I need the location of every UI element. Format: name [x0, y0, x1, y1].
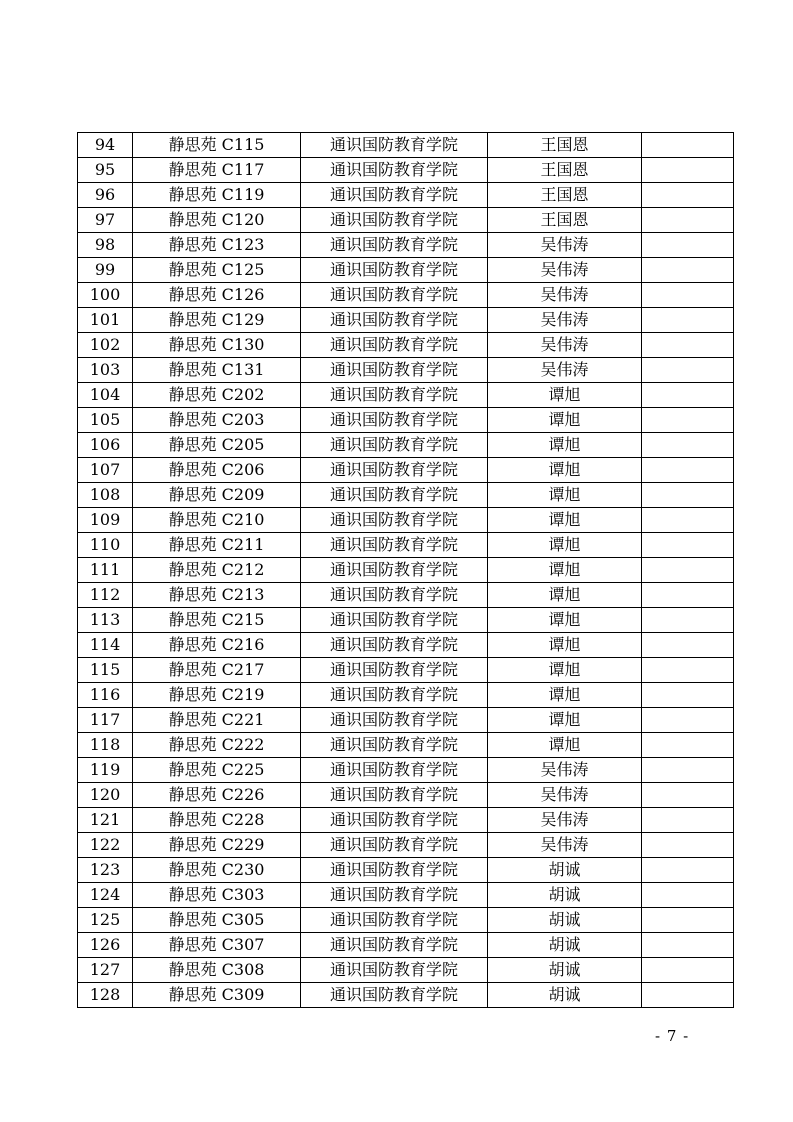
row-number-cell: 124 — [78, 883, 133, 908]
row-number-cell: 94 — [78, 133, 133, 158]
note-cell — [642, 508, 734, 533]
note-cell — [642, 408, 734, 433]
room-cell: 静思苑 C203 — [133, 408, 301, 433]
room-cell: 静思苑 C213 — [133, 583, 301, 608]
person-cell: 谭旭 — [488, 433, 642, 458]
note-cell — [642, 308, 734, 333]
table-row — [78, 783, 734, 808]
table-row — [78, 308, 734, 333]
room-cell: 静思苑 C119 — [133, 183, 301, 208]
row-number-cell: 98 — [78, 233, 133, 258]
note-cell — [642, 833, 734, 858]
note-cell — [642, 283, 734, 308]
table-row — [78, 183, 734, 208]
note-cell — [642, 233, 734, 258]
table-row — [78, 408, 734, 433]
note-cell — [642, 583, 734, 608]
room-cell: 静思苑 C130 — [133, 333, 301, 358]
person-cell: 胡诚 — [488, 858, 642, 883]
row-number-cell: 104 — [78, 383, 133, 408]
note-cell — [642, 183, 734, 208]
row-number-cell: 105 — [78, 408, 133, 433]
table-row — [78, 483, 734, 508]
table-row — [78, 708, 734, 733]
row-number-cell: 112 — [78, 583, 133, 608]
room-cell: 静思苑 C211 — [133, 533, 301, 558]
college-cell: 通识国防教育学院 — [301, 508, 488, 533]
person-cell: 王国恩 — [488, 158, 642, 183]
table-row — [78, 683, 734, 708]
note-cell — [642, 883, 734, 908]
note-cell — [642, 983, 734, 1008]
room-cell: 静思苑 C205 — [133, 433, 301, 458]
room-cell: 静思苑 C228 — [133, 808, 301, 833]
college-cell: 通识国防教育学院 — [301, 408, 488, 433]
college-cell: 通识国防教育学院 — [301, 358, 488, 383]
person-cell: 谭旭 — [488, 458, 642, 483]
person-cell: 谭旭 — [488, 733, 642, 758]
room-cell: 静思苑 C221 — [133, 708, 301, 733]
row-number-cell: 121 — [78, 808, 133, 833]
person-cell: 谭旭 — [488, 383, 642, 408]
table-row — [78, 908, 734, 933]
row-number-cell: 125 — [78, 908, 133, 933]
college-cell: 通识国防教育学院 — [301, 483, 488, 508]
college-cell: 通识国防教育学院 — [301, 783, 488, 808]
person-cell: 王国恩 — [488, 208, 642, 233]
college-cell: 通识国防教育学院 — [301, 308, 488, 333]
row-number-cell: 95 — [78, 158, 133, 183]
row-number-cell: 119 — [78, 758, 133, 783]
room-cell: 静思苑 C226 — [133, 783, 301, 808]
row-number-cell: 102 — [78, 333, 133, 358]
note-cell — [642, 608, 734, 633]
table-row — [78, 933, 734, 958]
page-number: - 7 - — [655, 1027, 690, 1045]
row-number-cell: 100 — [78, 283, 133, 308]
room-cell: 静思苑 C209 — [133, 483, 301, 508]
college-cell: 通识国防教育学院 — [301, 608, 488, 633]
college-cell: 通识国防教育学院 — [301, 258, 488, 283]
row-number-cell: 122 — [78, 833, 133, 858]
note-cell — [642, 258, 734, 283]
room-cell: 静思苑 C230 — [133, 858, 301, 883]
person-cell: 谭旭 — [488, 683, 642, 708]
college-cell: 通识国防教育学院 — [301, 283, 488, 308]
row-number-cell: 114 — [78, 633, 133, 658]
college-cell: 通识国防教育学院 — [301, 758, 488, 783]
row-number-cell: 107 — [78, 458, 133, 483]
college-cell: 通识国防教育学院 — [301, 683, 488, 708]
person-cell: 谭旭 — [488, 508, 642, 533]
room-cell: 静思苑 C225 — [133, 758, 301, 783]
person-cell: 谭旭 — [488, 483, 642, 508]
room-cell: 静思苑 C229 — [133, 833, 301, 858]
college-cell: 通识国防教育学院 — [301, 833, 488, 858]
college-cell: 通识国防教育学院 — [301, 558, 488, 583]
note-cell — [642, 358, 734, 383]
college-cell: 通识国防教育学院 — [301, 233, 488, 258]
row-number-cell: 101 — [78, 308, 133, 333]
college-cell: 通识国防教育学院 — [301, 983, 488, 1008]
person-cell: 胡诚 — [488, 933, 642, 958]
table-row — [78, 558, 734, 583]
row-number-cell: 127 — [78, 958, 133, 983]
room-cell: 静思苑 C206 — [133, 458, 301, 483]
person-cell: 胡诚 — [488, 983, 642, 1008]
note-cell — [642, 458, 734, 483]
row-number-cell: 108 — [78, 483, 133, 508]
college-cell: 通识国防教育学院 — [301, 183, 488, 208]
table-row — [78, 283, 734, 308]
note-cell — [642, 958, 734, 983]
room-cell: 静思苑 C131 — [133, 358, 301, 383]
person-cell: 吴伟涛 — [488, 783, 642, 808]
table-row — [78, 633, 734, 658]
note-cell — [642, 708, 734, 733]
table-row — [78, 758, 734, 783]
room-cell: 静思苑 C217 — [133, 658, 301, 683]
row-number-cell: 110 — [78, 533, 133, 558]
table-row — [78, 658, 734, 683]
person-cell: 谭旭 — [488, 408, 642, 433]
room-cell: 静思苑 C307 — [133, 933, 301, 958]
room-cell: 静思苑 C210 — [133, 508, 301, 533]
table-row — [78, 383, 734, 408]
person-cell: 吴伟涛 — [488, 258, 642, 283]
table-row — [78, 358, 734, 383]
person-cell: 王国恩 — [488, 183, 642, 208]
room-cell: 静思苑 C125 — [133, 258, 301, 283]
room-cell: 静思苑 C308 — [133, 958, 301, 983]
note-cell — [642, 808, 734, 833]
row-number-cell: 118 — [78, 733, 133, 758]
row-number-cell: 111 — [78, 558, 133, 583]
note-cell — [642, 383, 734, 408]
person-cell: 胡诚 — [488, 883, 642, 908]
note-cell — [642, 333, 734, 358]
row-number-cell: 123 — [78, 858, 133, 883]
college-cell: 通识国防教育学院 — [301, 208, 488, 233]
row-number-cell: 126 — [78, 933, 133, 958]
room-cell: 静思苑 C305 — [133, 908, 301, 933]
table-row — [78, 233, 734, 258]
college-cell: 通识国防教育学院 — [301, 158, 488, 183]
person-cell: 谭旭 — [488, 708, 642, 733]
college-cell: 通识国防教育学院 — [301, 333, 488, 358]
room-cell: 静思苑 C202 — [133, 383, 301, 408]
note-cell — [642, 783, 734, 808]
note-cell — [642, 683, 734, 708]
table-row — [78, 133, 734, 158]
row-number-cell: 103 — [78, 358, 133, 383]
table-row — [78, 983, 734, 1008]
room-cell: 静思苑 C215 — [133, 608, 301, 633]
room-cell: 静思苑 C309 — [133, 983, 301, 1008]
room-cell: 静思苑 C126 — [133, 283, 301, 308]
college-cell: 通识国防教育学院 — [301, 433, 488, 458]
table-row — [78, 733, 734, 758]
table-row — [78, 333, 734, 358]
table-row — [78, 208, 734, 233]
college-cell: 通识国防教育学院 — [301, 933, 488, 958]
row-number-cell: 97 — [78, 208, 133, 233]
note-cell — [642, 558, 734, 583]
person-cell: 谭旭 — [488, 608, 642, 633]
person-cell: 谭旭 — [488, 583, 642, 608]
row-number-cell: 99 — [78, 258, 133, 283]
person-cell: 吴伟涛 — [488, 283, 642, 308]
college-cell: 通识国防教育学院 — [301, 533, 488, 558]
row-number-cell: 115 — [78, 658, 133, 683]
table-row — [78, 508, 734, 533]
table-row — [78, 258, 734, 283]
room-cell: 静思苑 C123 — [133, 233, 301, 258]
table-row — [78, 158, 734, 183]
note-cell — [642, 483, 734, 508]
row-number-cell: 109 — [78, 508, 133, 533]
person-cell: 谭旭 — [488, 558, 642, 583]
note-cell — [642, 208, 734, 233]
college-cell: 通识国防教育学院 — [301, 133, 488, 158]
table-row — [78, 958, 734, 983]
person-cell: 王国恩 — [488, 133, 642, 158]
row-number-cell: 116 — [78, 683, 133, 708]
row-number-cell: 120 — [78, 783, 133, 808]
table-row — [78, 858, 734, 883]
room-cell: 静思苑 C129 — [133, 308, 301, 333]
room-cell: 静思苑 C216 — [133, 633, 301, 658]
note-cell — [642, 633, 734, 658]
note-cell — [642, 758, 734, 783]
college-cell: 通识国防教育学院 — [301, 733, 488, 758]
room-cell: 静思苑 C115 — [133, 133, 301, 158]
table-row — [78, 808, 734, 833]
college-cell: 通识国防教育学院 — [301, 658, 488, 683]
room-cell: 静思苑 C219 — [133, 683, 301, 708]
person-cell: 吴伟涛 — [488, 308, 642, 333]
person-cell: 谭旭 — [488, 633, 642, 658]
note-cell — [642, 858, 734, 883]
room-cell: 静思苑 C303 — [133, 883, 301, 908]
college-cell: 通识国防教育学院 — [301, 858, 488, 883]
person-cell: 胡诚 — [488, 908, 642, 933]
person-cell: 吴伟涛 — [488, 833, 642, 858]
room-cell: 静思苑 C222 — [133, 733, 301, 758]
person-cell: 吴伟涛 — [488, 233, 642, 258]
table-row — [78, 608, 734, 633]
table-row — [78, 833, 734, 858]
college-cell: 通识国防教育学院 — [301, 458, 488, 483]
table-row — [78, 458, 734, 483]
person-cell: 谭旭 — [488, 658, 642, 683]
person-cell: 吴伟涛 — [488, 358, 642, 383]
note-cell — [642, 133, 734, 158]
person-cell: 吴伟涛 — [488, 758, 642, 783]
note-cell — [642, 533, 734, 558]
table-row — [78, 883, 734, 908]
college-cell: 通识国防教育学院 — [301, 808, 488, 833]
note-cell — [642, 158, 734, 183]
college-cell: 通识国防教育学院 — [301, 583, 488, 608]
room-cell: 静思苑 C120 — [133, 208, 301, 233]
row-number-cell: 106 — [78, 433, 133, 458]
table-body — [78, 133, 734, 1008]
room-assignment-table — [77, 132, 734, 1008]
note-cell — [642, 433, 734, 458]
room-cell: 静思苑 C117 — [133, 158, 301, 183]
college-cell: 通识国防教育学院 — [301, 708, 488, 733]
row-number-cell: 128 — [78, 983, 133, 1008]
room-cell: 静思苑 C212 — [133, 558, 301, 583]
person-cell: 吴伟涛 — [488, 808, 642, 833]
college-cell: 通识国防教育学院 — [301, 958, 488, 983]
college-cell: 通识国防教育学院 — [301, 633, 488, 658]
note-cell — [642, 733, 734, 758]
note-cell — [642, 933, 734, 958]
person-cell: 谭旭 — [488, 533, 642, 558]
note-cell — [642, 908, 734, 933]
table-row — [78, 533, 734, 558]
college-cell: 通识国防教育学院 — [301, 883, 488, 908]
college-cell: 通识国防教育学院 — [301, 908, 488, 933]
person-cell: 胡诚 — [488, 958, 642, 983]
row-number-cell: 117 — [78, 708, 133, 733]
table-row — [78, 583, 734, 608]
table-row — [78, 433, 734, 458]
row-number-cell: 96 — [78, 183, 133, 208]
note-cell — [642, 658, 734, 683]
person-cell: 吴伟涛 — [488, 333, 642, 358]
row-number-cell: 113 — [78, 608, 133, 633]
college-cell: 通识国防教育学院 — [301, 383, 488, 408]
